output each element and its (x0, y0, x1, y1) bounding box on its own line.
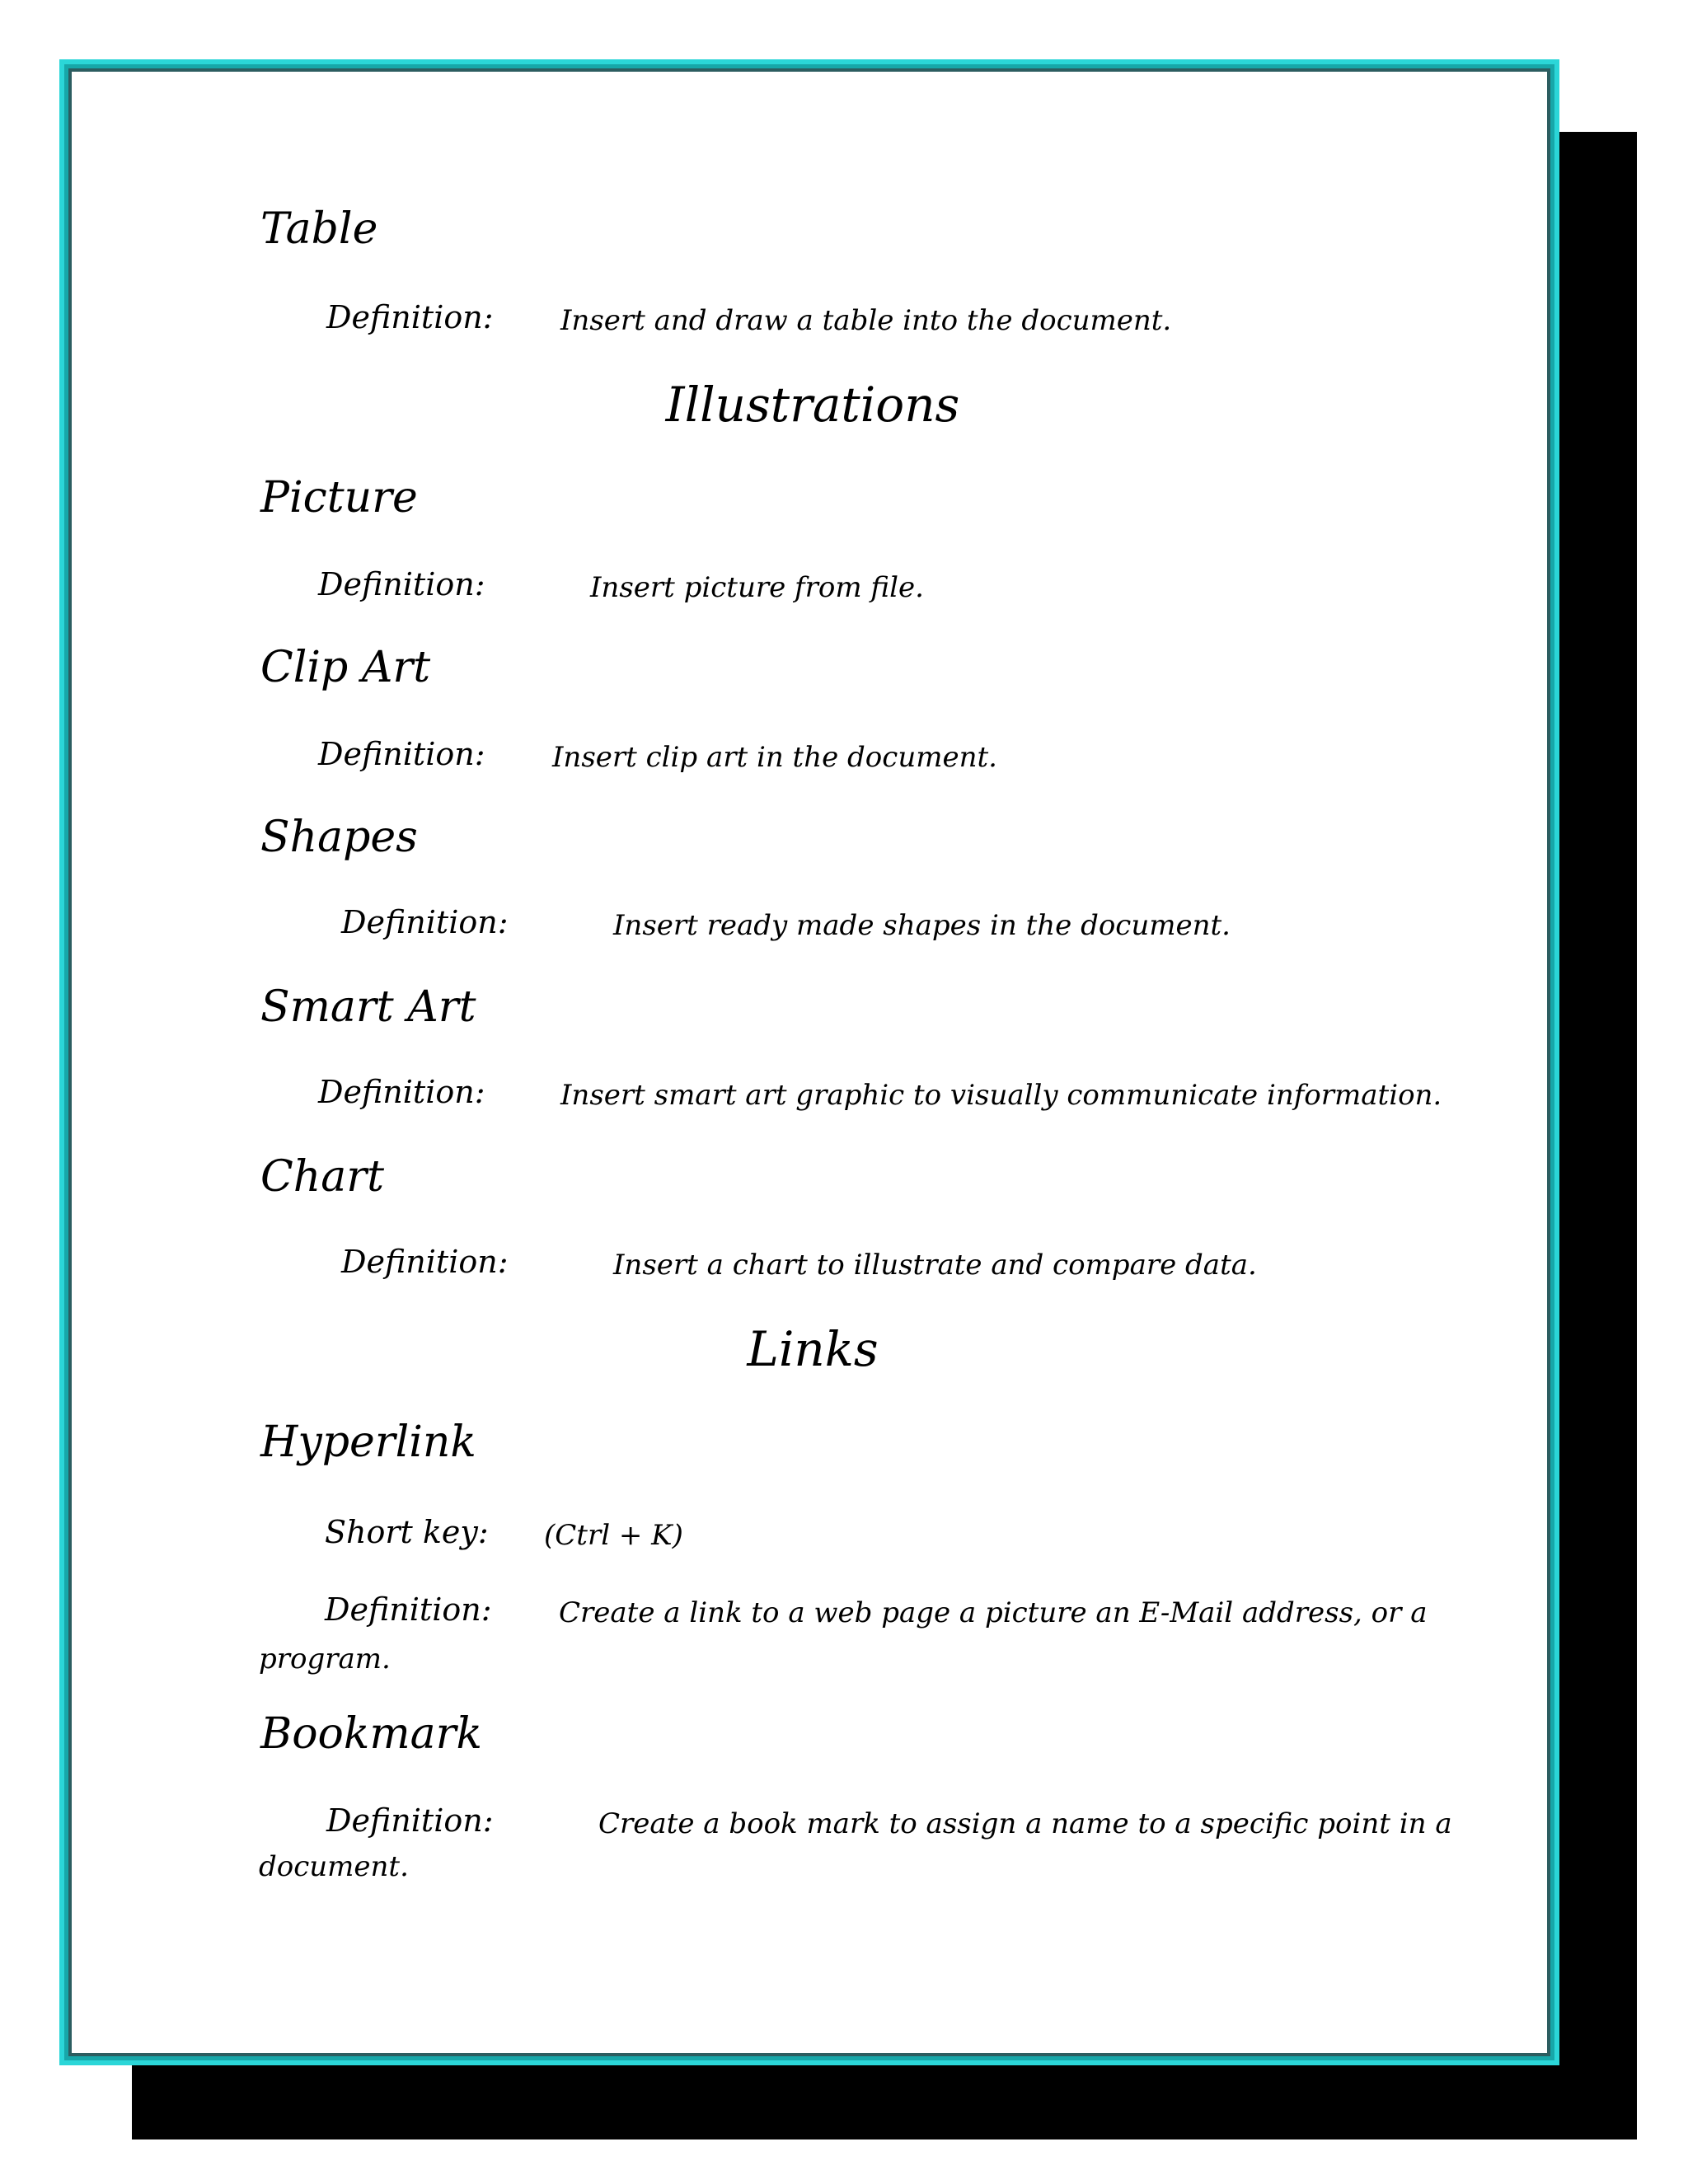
definition-label-hyperlink: Definition: (325, 1591, 492, 1628)
heading-bookmark: Bookmark (260, 1709, 483, 1759)
heading-chart: Chart (260, 1152, 385, 1202)
heading-smart-art: Smart Art (260, 982, 476, 1032)
definition-continuation-hyperlink: program. (259, 1643, 391, 1675)
definition-label-picture: Definition: (318, 566, 485, 602)
definition-label-table: Definition: (326, 299, 494, 335)
shortkey-value-hyperlink: (Ctrl + K) (544, 1519, 683, 1552)
definition-label-chart: Definition: (341, 1244, 509, 1280)
definition-label-bookmark: Definition: (326, 1802, 494, 1839)
heading-clip-art: Clip Art (260, 643, 431, 692)
definition-continuation-bookmark: document. (259, 1850, 409, 1883)
definition-text-picture: Insert picture from file. (590, 571, 924, 604)
page-frame (59, 59, 1559, 2065)
heading-hyperlink: Hyperlink (260, 1418, 476, 1467)
section-title-links: Links (747, 1321, 879, 1377)
definition-label-smart-art: Definition: (318, 1074, 485, 1110)
section-title-illustrations: Illustrations (665, 377, 960, 433)
shortkey-label-hyperlink: Short key: (325, 1514, 489, 1550)
definition-text-table: Insert and draw a table into the document. (560, 304, 1172, 337)
heading-table: Table (260, 204, 378, 254)
definition-text-hyperlink: Create a link to a web page a picture an E-Mail address, or a (559, 1596, 1428, 1629)
heading-shapes: Shapes (260, 813, 418, 862)
definition-text-smart-art: Insert smart art graphic to visually communicate information. (560, 1079, 1442, 1112)
definition-label-shapes: Definition: (341, 904, 509, 940)
definition-text-clip-art: Insert clip art in the document. (552, 741, 997, 774)
definition-label-clip-art: Definition: (318, 736, 485, 772)
definition-text-chart: Insert a chart to illustrate and compare data. (613, 1249, 1257, 1282)
definition-text-bookmark: Create a book mark to assign a name to a specific point in a (598, 1807, 1452, 1840)
heading-picture: Picture (260, 473, 418, 523)
definition-text-shapes: Insert ready made shapes in the document. (613, 909, 1231, 942)
